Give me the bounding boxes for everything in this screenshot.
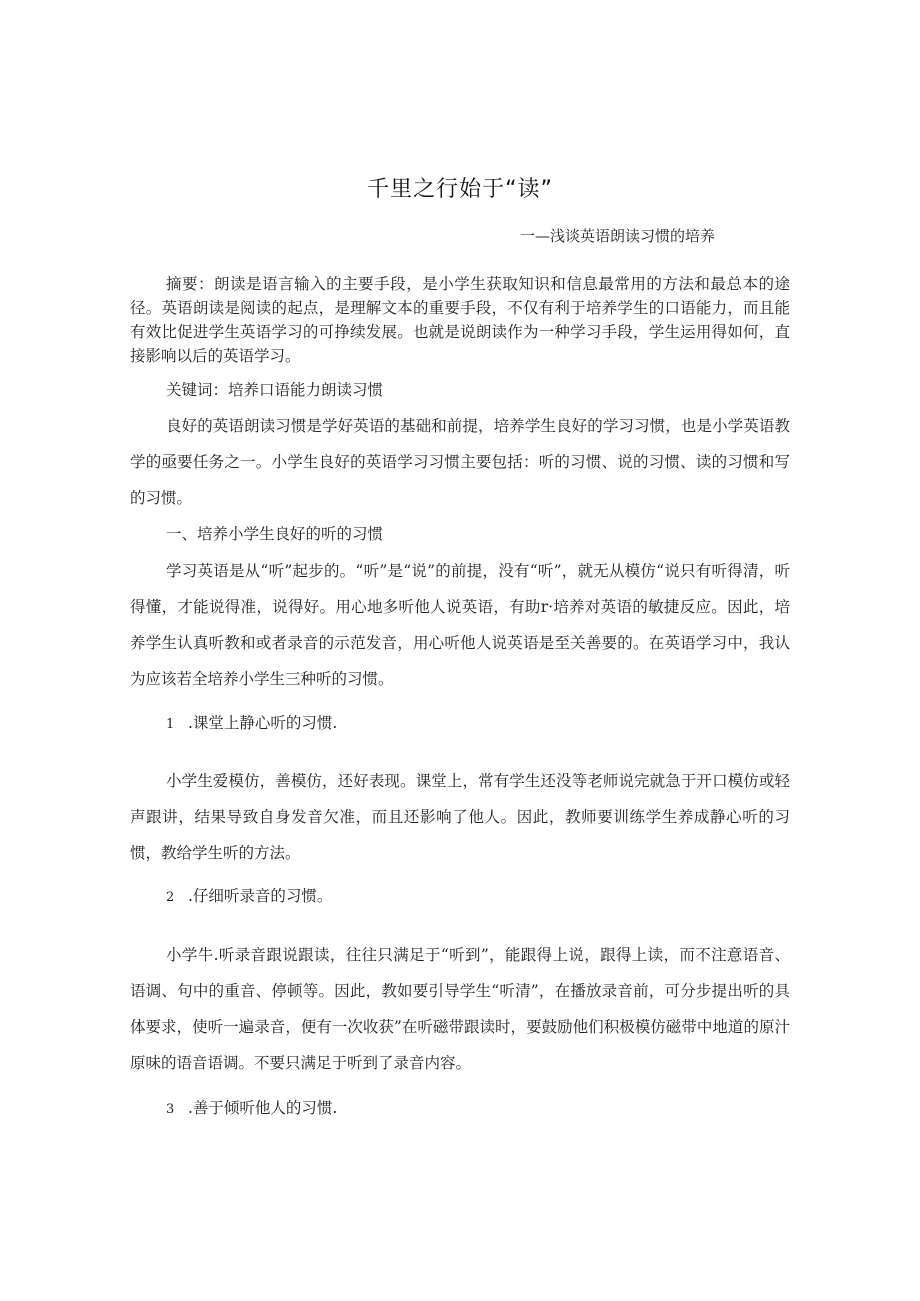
section-1-heading: 一、培养小学生良好的听的习惯 <box>166 525 384 543</box>
list-item-2-paragraph: 小学牛.听录音跟说跟读，往往只满足于“听到”，能跟得上说，跟得上读，而不注意语音、语调、句中的重音、停顿等。因此，教如要引导学生“听清”，在播放录音前，可分步提出听的具体要求，使听一遍录音，便有一次收获”在听磁带跟读时，要鼓励他们积极模仿磁带中地道的原汁原味的语音语调。不要只满足于听到了录音内容。 <box>130 946 790 1072</box>
list-item-2-number: 2 <box>166 890 175 905</box>
section-1-paragraph: 学习英语是从“听”起步的。“听”是“说”的前提，没有“听”，就无从模仿“说只有听得清，听得懂，才能说得准，说得好。用心地多听他人说英语，有助r·培养对英语的敏捷反应。因此，培养学生认真听教和或者录音的示范发音，用心听他人说英语是至关善要的。在英语学习中，我认为应该若全培养小学生三种听的习惯。 <box>130 562 790 688</box>
list-item-3-title: .善于倾听他人的习惯. <box>188 1099 338 1117</box>
list-item-1-paragraph: 小学生爱模仿，善模仿，还好表现。课堂上，常有学生还没等老师说完就急于开口模仿或轻声跟讲，结果导致自身发音欠准，而且还影响了他人。因此，教师要训练学生养成静心听的习惯，教给学生听的方法。 <box>130 772 790 862</box>
list-item-2-heading <box>166 884 332 910</box>
keywords-line: 关键词：培养口语能力朗读习惯 <box>166 381 384 399</box>
intro-paragraph: 良好的英语朗读习惯是学好英语的基础和前提，培养学生良好的学习习惯，也是小学英语教学的亟要任务之一。小学生良好的英语学习习惯主要包括：听的习惯、说的习惯、读的习惯和写的习惯。 <box>130 417 790 507</box>
list-item-2-title: .仔细听录音的习惯。 <box>188 887 333 905</box>
list-item-1-heading <box>166 711 337 737</box>
document-title: 千里之行始于“读” <box>367 177 553 202</box>
list-item-3-number: 3 <box>166 1102 175 1117</box>
list-item-1-title: .课堂上静心听的习惯. <box>188 714 338 732</box>
document-subtitle: 一—浅谈英语朗读习惯的培养 <box>520 227 716 245</box>
list-item-3-heading <box>166 1096 337 1122</box>
abstract-paragraph: 摘要：朗读是语言输入的主要手段，是小学生获取知识和信息最常用的方法和最总本的途径。英语朗读是阅读的起点，是理解文本的重要手段，不仅有利于培养学生的口语能力，而且能有效比促进学生英语学习的可挣续发展。也就是说朗读作为一种学习手段，学生运用得如何，直接影响以后的英语学习。 <box>130 275 790 365</box>
list-item-1-number: 1 <box>166 717 175 732</box>
